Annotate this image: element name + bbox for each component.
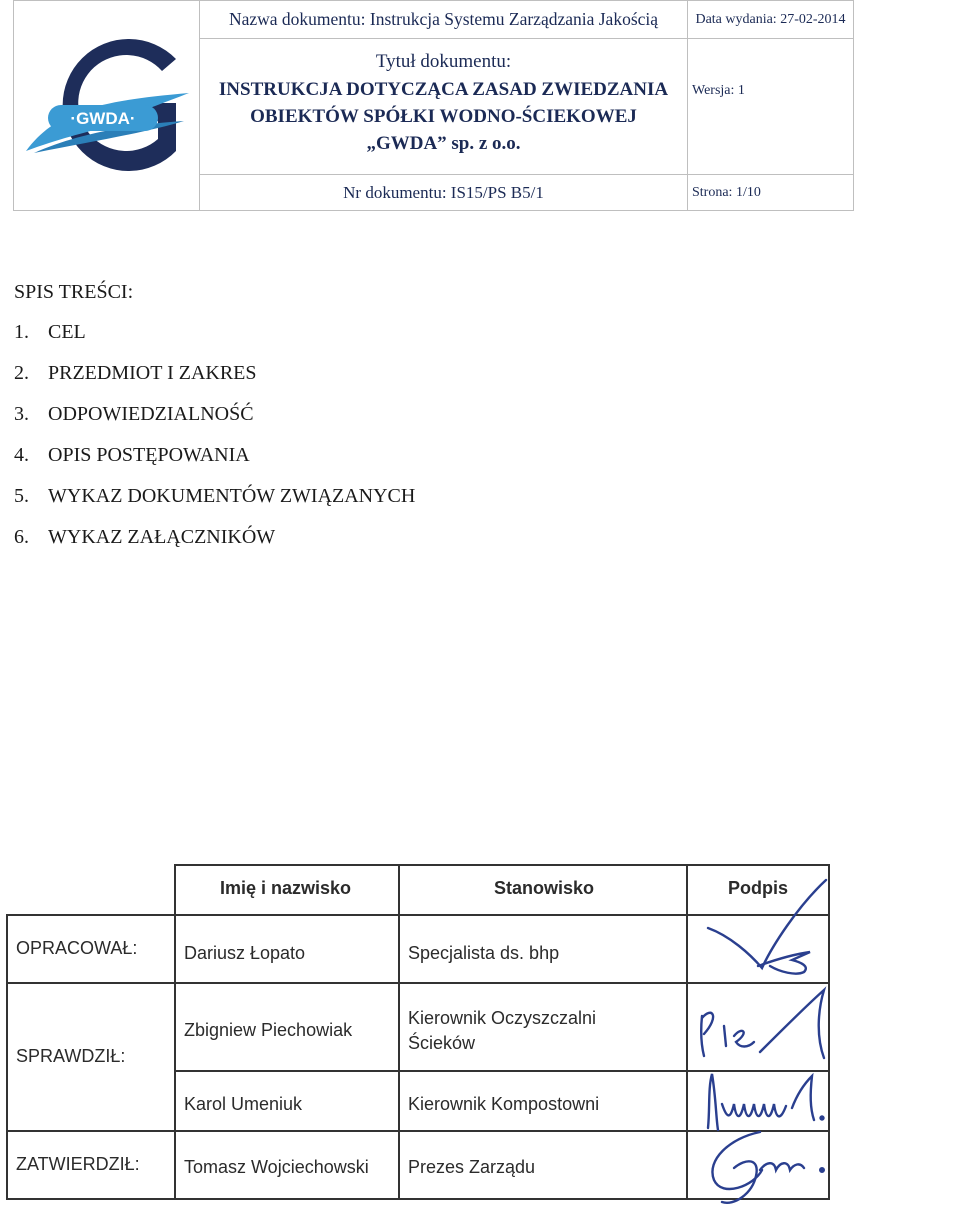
approved-label: ZATWIERDZIŁ:: [16, 1154, 140, 1174]
issue-date: Data wydania: 27-02-2014: [688, 1, 853, 39]
logo-text: ·GWDA·: [70, 109, 136, 128]
prepared-name: Dariusz Łopato: [184, 943, 306, 963]
title-label: Tytuł dokumentu:: [375, 51, 512, 72]
checked-position-1a: Kierownik Oczyszczalni: [408, 1008, 597, 1028]
col-header-position: Stanowisko: [494, 878, 595, 898]
title-line-3: „GWDA” sp. z o.o.: [366, 133, 521, 154]
table-of-contents: [14, 281, 415, 567]
document-header: [13, 0, 854, 211]
document-number: Nr dokumentu: IS15/PS B5/1: [200, 175, 688, 210]
approved-name: Tomasz Wojciechowski: [184, 1157, 369, 1177]
document-name: Nazwa dokumentu: Instrukcja Systemu Zarządzania Jakością: [200, 1, 688, 39]
signature-approved: [700, 1124, 830, 1210]
approved-position: Prezes Zarządu: [408, 1157, 536, 1177]
checked-name-2: Karol Umeniuk: [184, 1094, 303, 1114]
checked-name-1: Zbigniew Piechowiak: [184, 1020, 353, 1040]
toc-title: SPIS TREŚCI:: [14, 281, 134, 303]
version: Wersja: 1: [688, 39, 853, 175]
toc-item: 5. WYKAZ DOKUMENTÓW ZWIĄZANYCH: [14, 485, 416, 507]
gwda-logo: [14, 1, 200, 210]
title-line-1: INSTRUKCJA DOTYCZĄCA ZASAD ZWIEDZANIA: [218, 79, 669, 100]
toc-item: 2. PRZEDMIOT I ZAKRES: [14, 362, 257, 384]
prepared-label: OPRACOWAŁ:: [16, 938, 138, 958]
prepared-position: Specjalista ds. bhp: [408, 943, 560, 963]
signature-checked-1: [694, 986, 830, 1068]
signature-prepared: [700, 876, 830, 976]
checked-position-2: Kierownik Kompostowni: [408, 1094, 600, 1114]
page-number: Strona: 1/10: [692, 184, 761, 200]
toc-item: 6. WYKAZ ZAŁĄCZNIKÓW: [14, 526, 276, 548]
toc-item: 1. CEL: [14, 321, 86, 343]
title-line-2: OBIEKTÓW SPÓŁKI WODNO-ŚCIEKOWEJ: [250, 106, 637, 127]
toc-item: 3. ODPOWIEDZIALNOŚĆ: [14, 403, 254, 425]
logo-cell: [14, 1, 200, 210]
document-title-cell: [200, 39, 688, 175]
checked-position-1b: Ścieków: [408, 1033, 476, 1053]
checked-label: SPRAWDZIŁ:: [16, 1046, 126, 1066]
col-header-name: Imię i nazwisko: [220, 878, 352, 898]
toc-item: 4. OPIS POSTĘPOWANIA: [14, 444, 250, 466]
signature-checked-2: [702, 1068, 830, 1138]
col-header-signature: Podpis: [728, 878, 789, 898]
